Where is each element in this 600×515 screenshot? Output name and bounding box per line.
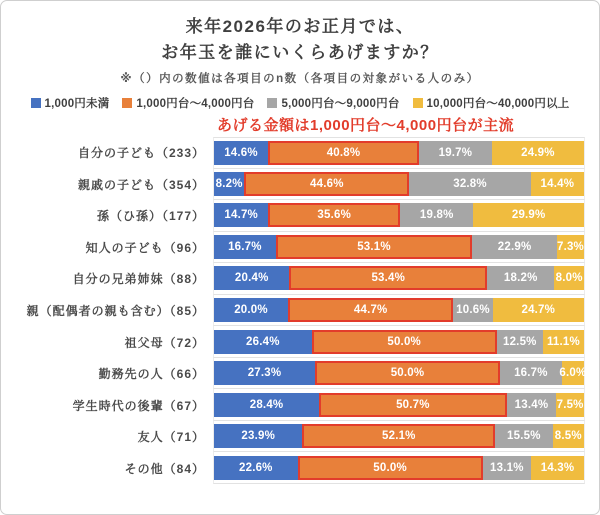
bar-segment <box>483 456 531 480</box>
bar-track <box>213 358 585 390</box>
chart-row <box>15 295 585 327</box>
segment-value-label: 14.3% <box>540 461 575 474</box>
chart-title-line1: 来年2026年のお正月では、 <box>185 17 415 36</box>
stacked-bar <box>214 141 584 165</box>
stacked-bar <box>214 266 584 290</box>
bar-track <box>213 263 585 295</box>
bar-segment <box>553 424 584 448</box>
stacked-bar <box>214 235 584 259</box>
annotation-spacer <box>15 114 213 136</box>
category-label: 知人の子ども（96） <box>85 240 205 255</box>
legend-item <box>31 95 110 111</box>
segment-value-label: 11.1% <box>546 335 580 348</box>
category-label: 友人（71） <box>137 430 205 445</box>
bar-segment <box>268 141 419 165</box>
bar-track <box>213 452 585 484</box>
segment-value-label: 35.6% <box>317 209 352 222</box>
chart-row <box>15 137 585 169</box>
segment-value-label: 50.0% <box>387 335 421 348</box>
bar-segment <box>214 424 302 448</box>
chart-row <box>15 200 585 232</box>
chart-note: ※（）内の数値は各項目のn数（各項目の対象がいる人のみ） <box>120 73 480 85</box>
stacked-bar <box>214 361 587 385</box>
bar-segment <box>214 361 315 385</box>
legend-label: 10,000円台～40,000円以上 <box>426 98 570 110</box>
bar-segment <box>312 330 497 354</box>
legend-label: 1,000円未満 <box>44 98 110 110</box>
bar-segment <box>214 330 312 354</box>
segment-value-label: 14.7% <box>224 209 258 222</box>
bar-segment <box>531 456 584 480</box>
bar-track <box>213 326 585 358</box>
bar-segment <box>214 266 289 290</box>
bar-segment <box>559 361 587 385</box>
legend-swatch-icon <box>413 98 423 108</box>
segment-value-label: 24.7% <box>521 304 556 316</box>
segment-value-label: 53.1% <box>357 240 391 253</box>
chart-title <box>15 14 585 66</box>
stacked-bar <box>214 424 584 448</box>
bar-segment <box>473 203 584 227</box>
segment-value-label: 16.7% <box>514 367 548 380</box>
bar-segment <box>244 172 409 196</box>
segment-value-label: 19.7% <box>438 146 473 159</box>
bar-segment <box>276 235 472 259</box>
category-label: 祖父母（72） <box>124 335 205 350</box>
chart-row <box>15 389 585 421</box>
chart-row <box>15 421 585 453</box>
segment-value-label: 20.0% <box>234 304 268 316</box>
bar-segment <box>288 298 453 322</box>
chart-title-line2: お年玉を誰にいくらあげますか？ <box>161 43 439 62</box>
segment-value-label: 14.4% <box>540 177 575 190</box>
segment-value-label: 7.3% <box>556 240 584 253</box>
segment-value-label: 44.6% <box>310 177 344 190</box>
segment-value-label: 40.8% <box>326 146 361 159</box>
chart-row <box>15 263 585 295</box>
segment-value-label: 13.4% <box>514 398 549 411</box>
bar-segment <box>492 141 584 165</box>
bar-segment <box>302 424 495 448</box>
segment-value-label: 12.5% <box>502 335 537 348</box>
bar-segment <box>214 456 298 480</box>
segment-value-label: 44.7% <box>353 304 388 316</box>
legend-item <box>413 95 570 111</box>
bar-segment <box>493 298 584 322</box>
category-label: 自分の子ども（233） <box>77 146 205 161</box>
bar-segment <box>409 172 530 196</box>
category-label: その他（84） <box>124 461 205 476</box>
stacked-bar <box>214 456 584 480</box>
segment-value-label: 24.9% <box>521 146 555 159</box>
category-label: 孫（ひ孫）（177） <box>96 209 205 224</box>
stacked-bar <box>214 172 584 196</box>
chart-row <box>15 326 585 358</box>
bar-track <box>213 169 585 201</box>
bar-segment <box>487 266 554 290</box>
segment-value-label: 19.8% <box>419 209 454 222</box>
legend-item <box>122 95 254 111</box>
bar-track <box>213 295 585 327</box>
segment-value-label: 52.1% <box>382 430 416 443</box>
segment-value-label: 18.2% <box>503 272 538 285</box>
bar-segment <box>500 361 562 385</box>
bar-segment <box>400 203 473 227</box>
segment-value-label: 23.9% <box>241 430 276 443</box>
stacked-bar <box>214 330 584 354</box>
bar-track <box>213 137 585 169</box>
segment-value-label: 8.5% <box>554 430 582 443</box>
segment-value-label: 8.2% <box>215 177 243 190</box>
segment-value-label: 32.8% <box>453 177 487 190</box>
legend-item <box>267 95 399 111</box>
bar-segment <box>214 393 319 417</box>
chart-row <box>15 232 585 264</box>
segment-value-label: 22.6% <box>239 461 273 474</box>
bar-segment <box>289 266 487 290</box>
bar-segment <box>298 456 483 480</box>
segment-value-label: 27.3% <box>247 367 282 380</box>
segment-value-label: 50.0% <box>373 461 407 474</box>
segment-value-label: 16.7% <box>228 240 262 253</box>
bar-segment <box>497 330 543 354</box>
segment-value-label: 15.5% <box>507 430 541 443</box>
chart-row <box>15 169 585 201</box>
annotation-text: あげる金額は1,000円台～4,000円台が主流 <box>217 117 515 134</box>
stacked-bar <box>214 393 584 417</box>
bar-segment <box>214 203 268 227</box>
segment-value-label: 8.0% <box>555 272 583 285</box>
bar-segment <box>214 298 288 322</box>
bar-track <box>213 232 585 264</box>
bar-segment <box>315 361 500 385</box>
bar-segment <box>214 141 268 165</box>
bar-track <box>213 421 585 453</box>
bar-segment <box>453 298 492 322</box>
legend-swatch-icon <box>122 98 132 108</box>
legend-label: 5,000円台～9,000円台 <box>281 98 400 110</box>
bar-segment <box>472 235 557 259</box>
segment-value-label: 29.9% <box>511 209 546 222</box>
category-label: 自分の兄弟姉妹（88） <box>72 272 205 287</box>
segment-value-label: 50.0% <box>390 367 425 380</box>
bar-segment <box>507 393 557 417</box>
segment-value-label: 28.4% <box>249 398 284 411</box>
stacked-bar <box>214 203 584 227</box>
bar-segment <box>557 235 584 259</box>
chart-rows <box>15 137 585 484</box>
bar-segment <box>495 424 552 448</box>
bar-segment <box>214 235 276 259</box>
bar-track <box>213 200 585 232</box>
legend-swatch-icon <box>31 98 41 108</box>
bar-segment <box>531 172 584 196</box>
annotation-row <box>15 114 585 136</box>
legend-swatch-icon <box>267 98 277 108</box>
segment-value-label: 13.1% <box>490 461 524 474</box>
chart-row <box>15 358 585 390</box>
bar-segment <box>556 393 584 417</box>
segment-value-label: 20.4% <box>234 272 269 285</box>
chart-row <box>15 452 585 484</box>
category-label: 親（配偶者の親も含む）（85） <box>26 304 205 318</box>
segment-value-label: 26.4% <box>246 335 280 348</box>
category-label: 親戚の子ども（354） <box>77 177 205 192</box>
segment-value-label: 10.6% <box>456 304 490 316</box>
chart-legend <box>15 95 585 111</box>
segment-value-label: 53.4% <box>371 272 406 285</box>
category-label: 勤務先の人（66） <box>98 367 205 382</box>
bar-segment <box>214 172 244 196</box>
bar-segment <box>268 203 400 227</box>
bar-segment <box>319 393 507 417</box>
category-label: 学生時代の後輩（67） <box>72 398 205 413</box>
stacked-bar <box>214 298 584 322</box>
bar-segment <box>543 330 584 354</box>
legend-label: 1,000円台～4,000円台 <box>136 98 255 110</box>
segment-value-label: 14.6% <box>224 146 258 159</box>
segment-value-label: 50.7% <box>396 398 430 411</box>
bar-track <box>213 389 585 421</box>
bar-segment <box>419 141 492 165</box>
segment-value-label: 6.0% <box>559 367 587 380</box>
bar-segment <box>554 266 584 290</box>
segment-value-label: 22.9% <box>497 240 532 253</box>
segment-value-label: 7.5% <box>556 398 584 411</box>
